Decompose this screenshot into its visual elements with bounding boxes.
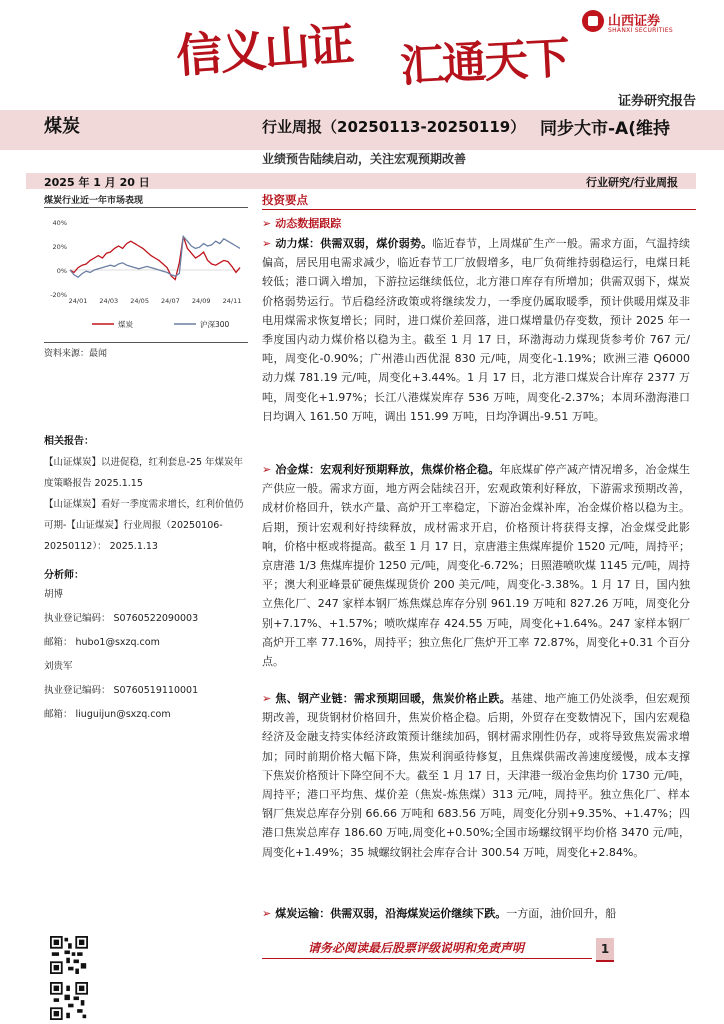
qr-code-icon [50,982,88,1020]
analyst-email[interactable]: 邮箱： liuguijun@sxzq.com [44,709,171,720]
paragraph-coke-steel-chain [262,689,690,862]
market-performance-chart [36,208,248,340]
related-report-item[interactable]: 【山证煤炭】以进促稳，红利套息-25 年煤炭年度策略报告 2025.1.15 [44,457,244,489]
arrow-bullet-icon: ➢ [262,217,272,230]
paragraph-text: 临近春节，上周煤矿生产一般。需求方面，气温持续偏高，居民用电需求减少，临近春节工厂放假增多，电厂负荷维持弱稳运行，电煤日耗较低；港口调入增加，下游拉运继续低位，北方港口库存有所增加；供需双弱下，煤炭价格弱势运行。节后稳经济政策或将继续发力，一季度仍属取暖季，预计供暖用煤及非电用煤需求恢复增长；同时，进口煤价差回落，进口煤增量仍存变数，预计 2025 年一季度国内动力煤价格以稳为主。截至 1 月 17 日，环渤海动力煤现货参考价 767 元/吨，周变化-0.90%；广州港山西优混 830 元/吨，周变化-1.19%；欧洲三港 Q6000 动力煤 781.19 元/吨，周变化+3.44%。1 月 17 日，北方港口煤炭合计库存 2377 万吨，周变化+1.97%；长江八港煤炭库存 536 万吨，周变化-2.37%；本周环渤海港口日均调入 161.50 万吨，调出 151.99 万吨，日均净调出-9.51 万吨。 [262,237,691,423]
legend-label: 沪深300 [200,320,230,329]
analyst-cert-code: 执业登记编码： S0760519110001 [44,685,199,696]
report-subtitle: 业绩预告陆续启动，关注宏观预期改善 [262,152,467,166]
paragraph-text: 一方面，油价回升，船 [506,907,617,920]
arrow-bullet-icon: ➢ [262,237,272,250]
paragraph-thermal-coal [262,234,690,426]
qr-code-icon [50,936,88,974]
section-divider [262,209,696,210]
x-tick-label: 24/05 [130,297,149,305]
report-title: 行业周报（20250113-20250119） [262,118,526,136]
report-category: 行业研究/行业周报 [585,176,678,189]
company-logo [582,10,692,36]
paragraph-text: 基建、地产施工仍处淡季，但宏观预期改善，现货钢材价格回升，焦炭价格企稳。后期，外贸存在变数情况下，国内宏观稳经济及金融支持实体经济政策预计继续加码，钢材需求刚性仍存，或将导致焦炭需求增加；同时前期价格大幅下降，焦炭利润亟待修复，且焦煤供需改善速度缓慢，成本支撑下焦炭价格预计下降空间不大。截至 1 月 17 日，天津港一级冶金焦均价 1730 元/吨，周持平；港口平均焦、煤价差（焦炭-炼焦煤）313 元/吨，周持平。独立焦化厂、样本钢厂焦炭总库存分别 66.66 万吨和 683.56 万吨，周变化分别+9.35%、+1.47%；四港口焦炭总库存 186.60 万吨,周变化+0.50%;全国市场螺纹钢平均价格 3470 元/吨，周变化+1.49%；35 城螺纹钢社会库存合计 300.54 万吨，周变化+2.84%。 [262,692,690,859]
paragraph-lead: 煤炭运输：供需双弱，沿海煤炭运价继续下跌。 [275,907,507,920]
chart-title: 煤炭行业近一年市场表现 [44,196,144,206]
y-tick-label: 20% [52,243,67,251]
subsection-label: 动态数据跟踪 [275,217,342,230]
paragraph-lead: 动力煤：供需双弱，煤价弱势。 [275,237,433,250]
x-tick-label: 24/01 [68,297,88,305]
x-tick-label: 24/07 [161,297,180,305]
logo-mark-icon [582,10,604,32]
report-date: 2025 年 1 月 20 日 [44,176,150,189]
paragraph-lead: 冶金煤：宏观利好预期释放，焦煤价格企稳。 [275,463,500,476]
analyst-name: 刘贵军 [44,661,73,672]
paragraph-lead: 焦、钢产业链：需求预期回暖，焦炭价格止跌。 [275,692,511,705]
x-tick-label: 24/11 [222,297,242,305]
logo-text-en: SHANXI SECURITIES [608,27,673,34]
slogan-calligraphy-right: 汇通天下 [399,32,570,93]
section-title: 投资要点 [262,193,308,207]
divider [44,342,248,343]
chart-source: 资料来源：最闻 [44,349,108,359]
paragraph-coal-transport [262,904,690,923]
analyst-email[interactable]: 邮箱： hubo1@sxzq.com [44,637,160,648]
related-reports-heading: 相关报告： [44,436,94,447]
disclaimer-note[interactable]: 请务必阅读最后股票评级说明和免责声明 [308,941,525,955]
y-tick-label: 40% [52,219,67,227]
sector-name: 煤炭 [44,116,80,137]
y-tick-label: -20% [50,291,67,299]
analyst-name: 胡博 [44,589,64,600]
subsection-title [262,215,341,231]
analysts-heading: 分析师： [44,570,84,581]
related-report-item[interactable]: 【山证煤炭】看好一季度需求增长，红利价值仍可期-【山证煤炭】行业周报（20250106-20250112）： 2025.1.13 [44,499,244,552]
logo-text-cn: 山西证券 [608,14,661,29]
page-number: 1 [596,938,614,962]
arrow-bullet-icon: ➢ [262,463,272,476]
investment-rating: 同步大市-A(维持 [540,119,670,139]
footer-divider [262,958,592,959]
y-tick-label: 0% [56,267,67,275]
paragraph-coking-coal [262,460,690,671]
legend-label: 煤炭 [118,320,133,329]
report-type: 证券研究报告 [617,94,696,109]
slogan-calligraphy-left: 信义山证 [174,16,354,84]
arrow-bullet-icon: ➢ [262,692,272,705]
x-tick-label: 24/09 [191,297,211,305]
arrow-bullet-icon: ➢ [262,907,272,920]
x-tick-label: 24/03 [99,297,119,305]
paragraph-text: 年底煤矿停产减产情况增多，冶金煤生产供应一般。需求方面，地方两会陆续召开，宏观政策利好释放，下游需求预期改善，成材价格回升，铁水产量、高炉开工率稳定，下游冶金煤补库，冶金煤价格以稳为主。后期，预计宏观利好持续释放，成材需求开启，价格预计将获得支撑，冶金煤受此影响，价格中枢或将提高。截至 1 月 17 日，京唐港主焦煤库提价 1520 元/吨，周持平；京唐港 1/3 焦煤库提价 1250 元/吨，周变化-6.72%；日照港喷吹煤 1145 元/吨，周持平；澳大利亚峰景矿硬焦煤现货价 200 美元/吨，周变化-3.38%。1 月 17 日，国内独立焦化厂、247 家样本钢厂炼焦煤总库存分别 961.19 万吨和 827.26 万吨，周变化分别+7.17%、+1.57%；喷吹煤库存 424.55 万吨，周变化+1.64%。247 家样本钢厂高炉开工率 77.16%，周持平；独立焦化厂焦炉开工率 72.87%，周变化+0.31 个百分点。 [262,463,691,669]
analyst-cert-code: 执业登记编码： S0760522090003 [44,613,199,624]
